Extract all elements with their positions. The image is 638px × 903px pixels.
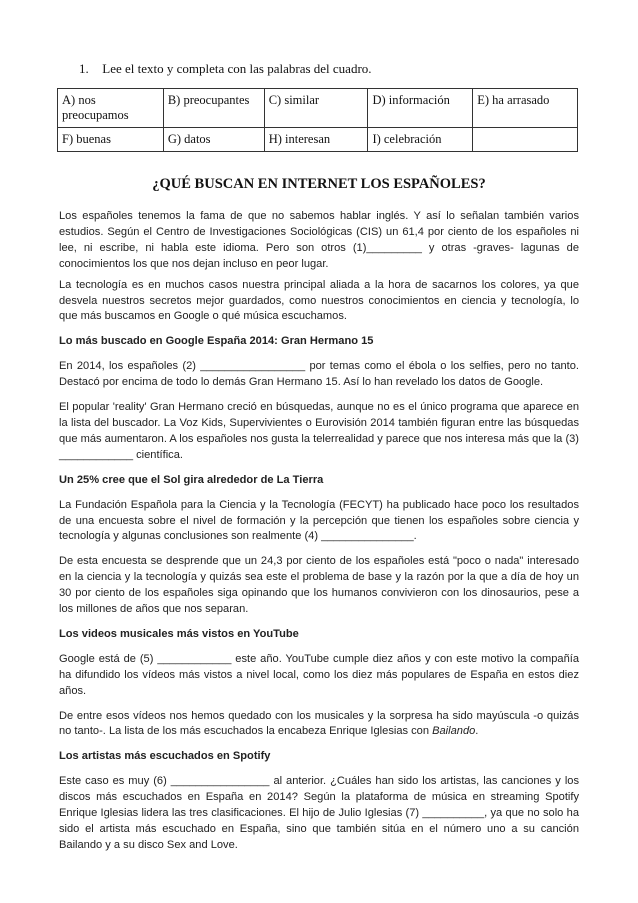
exercise-instruction — [79, 61, 372, 77]
paragraph-end: . — [475, 725, 479, 738]
section-heading: Los artistas más escuchados en Spotify — [59, 750, 271, 763]
intro-paragraph: La tecnología es en muchos casos nuestra principal aliada a la hora de sacarnos los colores, ya que desvela nuestros secretos mejor guardados, como nuestros conocimientos en ciencia y tecnología, lo que más buscamos en Google o qué música escuchamos. — [59, 278, 579, 323]
section-heading: Los videos musicales más vistos en YouTube — [59, 627, 299, 640]
section-heading: Lo más buscado en Google España 2014: Gran Hermano 15 — [59, 335, 374, 348]
paragraph-text: De entre esos vídeos nos hemos quedado con los musicales y la sorpresa ha sido mayúscula -o quizás no tanto-. La lista de los más escuchados la encabeza Enrique Iglesias con — [59, 709, 579, 738]
exercise-number: 1. — [79, 61, 89, 76]
section-paragraph: En 2014, los españoles (2) _________________ por temas como el ébola o los selfies, pero no tanto. Destacó por encima de todo lo demás Gran Hermano 15. Así lo han revelado los datos de Google. — [59, 360, 579, 389]
section-heading: Un 25% cree que el Sol gira alrededor de La Tierra — [59, 473, 324, 486]
word-bank-cell: F) buenas — [58, 128, 164, 152]
section-paragraph: La Fundación Española para la Ciencia y la Tecnología (FECYT) ha publicado hace poco los resultados de una encuesta sobre el nivel de formación y la percepción que tienen los españoles sobre ciencia y tecnología y algunas conclusiones son realmente (4) _______________. — [59, 498, 579, 543]
section-paragraph — [59, 709, 579, 741]
word-bank-cell: C) similar — [264, 89, 368, 128]
word-bank-cell: H) interesan — [264, 128, 368, 152]
article-body — [59, 209, 579, 859]
word-bank-cell: B) preocupantes — [163, 89, 264, 128]
section-paragraph: El popular 'reality' Gran Hermano creció en búsquedas, aunque no es el único programa que aparece en la lista del buscador. La Voz Kids, Supervivientes o Eurovisión 2014 también figuran entre las búsquedas que más aumentaron. A los españoles nos gusta la telerrealidad y parece que nos interesa más que la (3) ____________ científica. — [59, 401, 579, 461]
word-bank-cell: D) información — [368, 89, 473, 128]
word-bank-cell: G) datos — [163, 128, 264, 152]
article-title: ¿QUÉ BUSCAN EN INTERNET LOS ESPAÑOLES? — [152, 176, 486, 192]
word-bank-table — [57, 88, 578, 152]
instruction-text: Lee el texto y completa con las palabras del cuadro. — [102, 61, 372, 76]
section-paragraph: De esta encuesta se desprende que un 24,3 por ciento de los españoles está "poco o nada" interesado en la ciencia y la tecnología y quizás sea este el problema de base y la razón por la que a día de hoy un 30 por ciento de los españoles siga opinando que los humanos convivieron con los dinosaurios, pese a los millones de años que nos separan. — [59, 555, 579, 616]
section-paragraph: Este caso es muy (6) ________________ al anterior. ¿Cuáles han sido los artistas, las canciones y los discos más escuchados en España en 2014? Según la plataforma de música en streaming Spotify Enrique Iglesias lidera las tres clasificaciones. El hijo de Julio Iglesias (7) __________, ya que no solo ha sido el artista más escuchado en España, sino que también sitúa en el número uno a su canción Bailando y a su disco Sex and Love. — [59, 775, 579, 851]
word-bank-row — [58, 89, 578, 128]
section-paragraph: Google está de (5) ____________ este año. YouTube cumple diez años y con este motivo la compañía ha difundido los vídeos más vistos a nivel local, como los diez más populares de España en estos diez años. — [59, 652, 579, 697]
word-bank-cell: E) ha arrasado — [473, 89, 578, 128]
intro-paragraph: Los españoles tenemos la fama de que no sabemos hablar inglés. Y así lo señalan también varios estudios. Según el Centro de Investigaciones Sociológicas (CIS) un 61,4 por ciento de los españoles ni lee, ni escribe, ni habla este idioma. Pero son otros (1)_________ y otras -graves- lagunas de conocimientos los que nos dejan incluso en peor lugar. — [59, 210, 579, 270]
song-title: Bailando — [432, 725, 476, 738]
word-bank-cell: I) celebración — [368, 128, 473, 152]
word-bank-cell: A) nos preocupamos — [58, 89, 164, 128]
word-bank-row — [58, 128, 578, 152]
word-bank-cell — [473, 128, 578, 152]
